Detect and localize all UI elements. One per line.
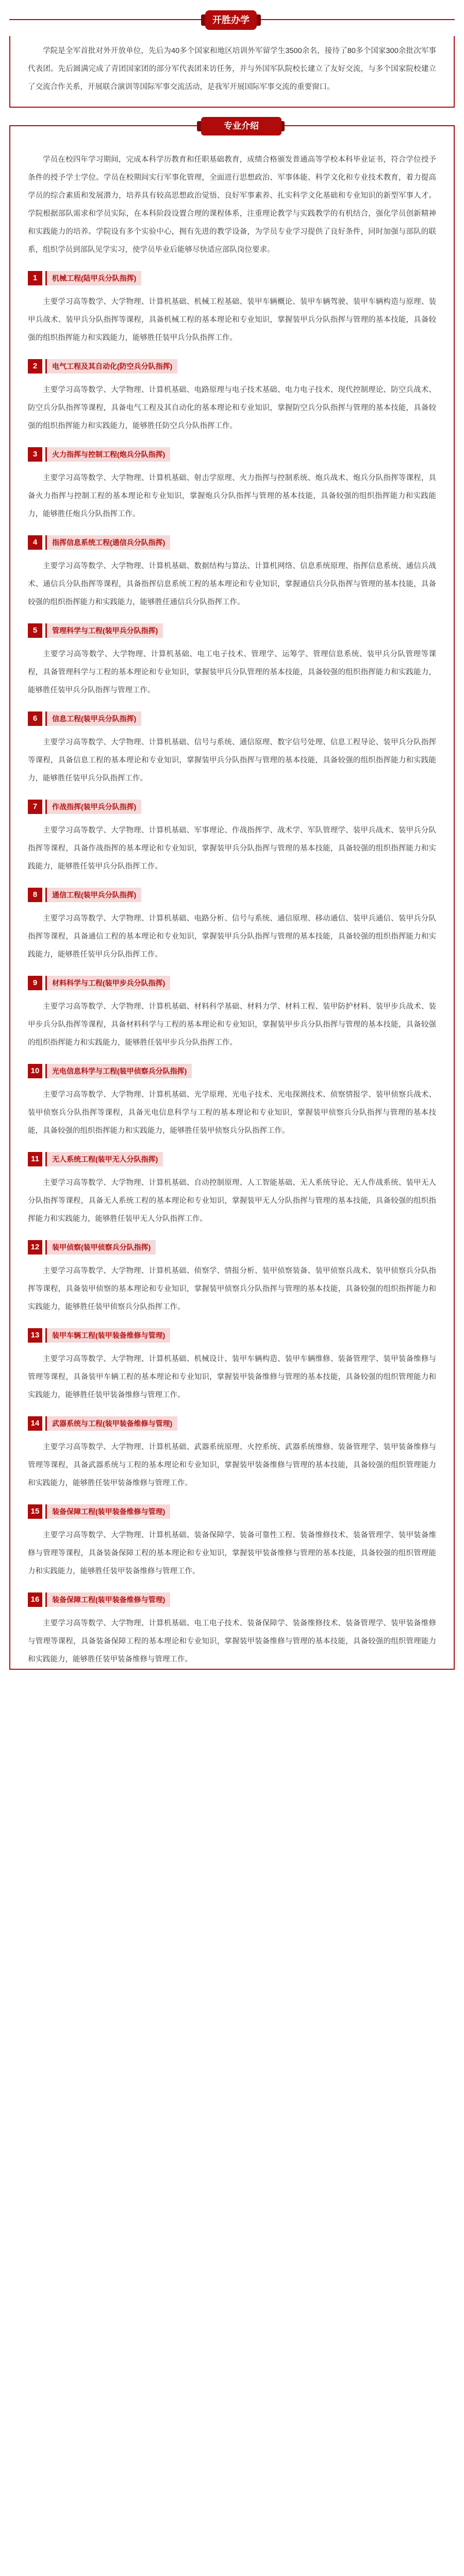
major-header: [28, 711, 436, 726]
major-item: [28, 975, 436, 1052]
major-item: [28, 1504, 436, 1581]
major-number: 10: [28, 1064, 42, 1078]
major-header: [28, 535, 436, 550]
major-header: [28, 1592, 436, 1607]
major-header: [28, 1328, 436, 1343]
major-description: 主要学习高等数学、大学物理、计算机基础、信号与系统、通信原理、数字信号处理、信息工程导论、装甲兵分队指挥等课程，具备信息工程的基本理论和专业知识，掌握装甲兵分队指挥与管理的基本技能，具备较强的组织指挥能力和实践能力，能够胜任装甲兵分队指挥工作。: [28, 738, 436, 783]
major-item: [28, 270, 436, 347]
major-description: 主要学习高等数学、大学物理、计算机基础、侦察学、情报分析、装甲侦察装备、装甲侦察兵战术、装甲侦察兵分队指挥等课程，具备装甲侦察的基本理论和专业知识，掌握装甲侦察兵分队指挥与管理的基本技能，具备较强的组织指挥能力和实践能力，能够胜任装甲侦察兵分队指挥工作。: [28, 1267, 436, 1311]
intro-box: [9, 36, 455, 108]
major-item: [28, 623, 436, 700]
major-header: [28, 1151, 436, 1167]
major-name: 装备保障工程(装甲装备维修与管理): [45, 1592, 170, 1607]
major-description: 主要学习高等数学、大学物理、计算机基础、光学原理、光电子技术、光电探测技术、侦察情报学、装甲侦察兵战术、装甲侦察兵分队指挥等课程，具备光电信息科学与工程的基本理论和专业知识，掌握装甲侦察兵分队指挥与管理的基本技能，具备较强的组织指挥能力和实践能力，能够胜任装甲侦察兵分队指挥工作。: [28, 1091, 436, 1135]
major-item: [28, 1416, 436, 1493]
major-name: 信息工程(装甲兵分队指挥): [45, 711, 141, 726]
major-number: 5: [28, 623, 42, 638]
major-item: [28, 799, 436, 876]
major-header: [28, 623, 436, 638]
major-item: [28, 1151, 436, 1228]
major-number: 16: [28, 1592, 42, 1607]
major-name: 装备保障工程(装甲装备维修与管理): [45, 1504, 170, 1519]
major-description: 主要学习高等数学、大学物理、计算机基础、自动控制原理、人工智能基础、无人系统导论、无人作战系统、装甲无人分队指挥等课程，具备无人系统工程的基本理论和专业知识，掌握装甲无人分队指挥与管理的基本技能，具备较强的组织指挥能力和实践能力，能够胜任装甲无人分队指挥工作。: [28, 1179, 436, 1223]
major-item: [28, 711, 436, 788]
major-description: 主要学习高等数学、大学物理、计算机基础、电路分析、信号与系统、通信原理、移动通信、装甲兵通信、装甲兵分队指挥等课程，具备通信工程的基本理论和专业知识，掌握装甲兵分队指挥与管理的基本技能，具备较强的组织指挥能力和实践能力，能够胜任装甲兵分队指挥工作。: [28, 914, 436, 959]
major-name: 通信工程(装甲兵分队指挥): [45, 888, 141, 902]
major-header: [28, 1504, 436, 1519]
major-header: [28, 1416, 436, 1431]
major-number: 6: [28, 711, 42, 726]
section-badge: 开胜办学: [205, 10, 257, 30]
major-item: [28, 887, 436, 964]
major-item: [28, 535, 436, 612]
major-name: 作战指挥(装甲兵分队指挥): [45, 800, 141, 814]
major-name: 装甲侦察(装甲侦察兵分队指挥): [45, 1240, 156, 1255]
major-header: [28, 799, 436, 815]
major-description: 主要学习高等数学、大学物理、计算机基础、射击学原理、火力指挥与控制系统、炮兵战术、炮兵分队指挥等课程，具备火力指挥与控制工程的基本理论和专业知识，掌握炮兵分队指挥与管理的基本技能，具备较强的组织指挥能力和实践能力，能够胜任炮兵分队指挥工作。: [28, 474, 436, 518]
major-description: 主要学习高等数学、大学物理、计算机基础、装备保障学、装备可靠性工程、装备维修技术、装备管理学、装甲装备维修与管理等课程，具备装备保障工程的基本理论和专业知识，掌握装甲装备维修与管理的基本技能，具备较强的组织管理能力和实践能力，能够胜任装甲装备维修与管理工作。: [28, 1531, 436, 1575]
major-header: [28, 447, 436, 462]
major-header: [28, 887, 436, 903]
major-description: 主要学习高等数学、大学物理、计算机基础、数据结构与算法、计算机网络、信息系统原理、指挥信息系统、通信兵战术、通信兵分队指挥等课程，具备指挥信息系统工程的基本理论和专业知识，掌握通信兵分队指挥与管理的基本技能，具备较强的组织指挥能力和实践能力，能够胜任通信兵分队指挥工作。: [28, 562, 436, 606]
major-name: 机械工程(陆甲兵分队指挥): [45, 271, 141, 285]
major-item: [28, 1063, 436, 1140]
major-name: 材料科学与工程(装甲步兵分队指挥): [45, 976, 170, 990]
major-number: 4: [28, 535, 42, 550]
major-item: [28, 1328, 436, 1404]
major-name: 电气工程及其自动化(防空兵分队指挥): [45, 359, 177, 374]
major-header: [28, 975, 436, 991]
major-name: 管理科学与工程(装甲兵分队指挥): [45, 623, 163, 638]
section-title: 专业介绍: [201, 117, 281, 135]
major-header: [28, 270, 436, 286]
major-description: 主要学习高等数学、大学物理、计算机基础、机械设计、装甲车辆构造、装甲车辆维修、装备管理学、装甲装备维修与管理等课程，具备装甲车辆工程的基本理论和专业知识，掌握装甲装备维修与管理的基本技能，具备较强的组织管理能力和实践能力，能够胜任装甲装备维修与管理工作。: [28, 1355, 436, 1399]
major-item: [28, 1240, 436, 1316]
major-number: 7: [28, 800, 42, 814]
major-description: 主要学习高等数学、大学物理、计算机基础、电工电子技术、管理学、运筹学、管理信息系统、装甲兵分队管理等课程，具备管理科学与工程的基本理论和专业知识，掌握装甲兵分队管理的基本技能，具备较强的组织指挥能力和实践能力，能够胜任装甲兵分队指挥与管理工作。: [28, 650, 436, 694]
major-name: 光电信息科学与工程(装甲侦察兵分队指挥): [45, 1064, 192, 1078]
major-description: 主要学习高等数学、大学物理、计算机基础、材料科学基础、材料力学、材料工程、装甲防护材料、装甲步兵战术、装甲步兵分队指挥等课程，具备材料科学与工程的基本理论和专业知识，掌握装甲步兵分队指挥与管理的基本技能，具备较强的组织指挥能力和实践能力，能够胜任装甲步兵分队指挥工作。: [28, 1003, 436, 1047]
major-description: 主要学习高等数学、大学物理、计算机基础、电工电子技术、装备保障学、装备维修技术、装备管理学、装甲装备维修与管理等课程，具备装备保障工程的基本理论和专业知识，掌握装甲装备维修与管理的基本技能，具备较强的组织管理能力和实践能力，能够胜任装甲装备维修与管理工作。: [28, 1619, 436, 1664]
major-item: [28, 359, 436, 435]
major-description: 主要学习高等数学、大学物理、计算机基础、武器系统原理、火控系统、武器系统维修、装备管理学、装甲装备维修与管理等课程，具备武器系统与工程的基本理论和专业知识，掌握装甲装备维修与管理的基本技能，具备较强的组织管理能力和实践能力，能够胜任装甲装备维修与管理工作。: [28, 1443, 436, 1487]
majors-list: [28, 270, 436, 1669]
major-header: [28, 359, 436, 374]
major-number: 14: [28, 1416, 42, 1431]
major-name: 指挥信息系统工程(通信兵分队指挥): [45, 535, 170, 550]
section-title-wrap: [28, 121, 436, 149]
major-number: 15: [28, 1504, 42, 1519]
top-header: [9, 5, 455, 36]
major-number: 8: [28, 888, 42, 902]
major-description: 主要学习高等数学、大学物理、计算机基础、机械工程基础、装甲车辆概论、装甲车辆驾驶、装甲车辆构造与原理、装甲兵战术、装甲兵分队指挥等课程，具备机械工程的基本理论和专业知识，掌握装甲兵分队指挥与管理的基本技能，具备较强的组织指挥能力和实践能力，能够胜任装甲兵分队指挥工作。: [28, 298, 436, 342]
major-number: 9: [28, 976, 42, 990]
major-number: 3: [28, 447, 42, 462]
major-name: 无人系统工程(装甲无人分队指挥): [45, 1152, 163, 1166]
major-item: [28, 1592, 436, 1669]
major-header: [28, 1063, 436, 1079]
major-item: [28, 447, 436, 523]
major-number: 1: [28, 271, 42, 285]
major-header: [28, 1240, 436, 1255]
major-description: 主要学习高等数学、大学物理、计算机基础、电路原理与电子技术基础、电力电子技术、现代控制理论、防空兵战术、防空兵分队指挥等课程，具备电气工程及其自动化的基本理论和专业知识，掌握防空兵分队指挥与管理的基本技能，具备较强的组织指挥能力和实践能力，能够胜任防空兵分队指挥工作。: [28, 386, 436, 430]
major-name: 装甲车辆工程(装甲装备维修与管理): [45, 1328, 170, 1343]
major-name: 火力指挥与控制工程(炮兵分队指挥): [45, 447, 170, 462]
section-intro: 学员在校四年学习期间，完成本科学历教育和任职基础教育，成绩合格颁发普通高等学校本科毕业证书，符合学位授予条件的授予学士学位。学员在校期间实行军事化管理，全面进行思想政治、军事体能、科学文化和专业技术教育，着力提高学员的综合素质和发展潜力，培养具有较高思想政治觉悟、良好军事素养、扎实科学文化基础和专业知识的新型军事人才。学院根据部队需求和学员实际，在本科阶段设置合理的课程体系，注重理论教学与实践教学的有机结合，强化学员创新精神和实践能力的培养。学院设有多个实验中心，拥有先进的教学设备，为学员专业学习提供了良好条件，同时加强与部队的联系，组织学员到部队见学实习，使学员毕业后能够尽快适应部队岗位要求。: [28, 156, 436, 254]
major-number: 11: [28, 1152, 42, 1166]
major-name: 武器系统与工程(装甲装备维修与管理): [45, 1416, 177, 1431]
major-description: 主要学习高等数学、大学物理、计算机基础、军事理论、作战指挥学、战术学、军队管理学、装甲兵战术、装甲兵分队指挥等课程，具备作战指挥的基本理论和专业知识，掌握装甲兵分队指挥与管理的基本技能，具备较强的组织指挥能力和实践能力，能够胜任装甲兵分队指挥工作。: [28, 826, 436, 871]
intro-text: 学院是全军首批对外开放单位，先后为40多个国家和地区培训外军留学生3500余名，接待了80多个国家300余批次军事代表团。先后圆满完成了青团国家团的部分军代表团来访任务，并与外国军队院校长建立了友好交流，与多个国家院校建立了交流合作关系，开展联合演训等国际军事交流活动，是我军开展国际军事交流的重要窗口。: [28, 47, 436, 91]
major-number: 13: [28, 1328, 42, 1343]
major-number: 2: [28, 359, 42, 374]
majors-box: [9, 121, 455, 1670]
major-number: 12: [28, 1240, 42, 1255]
